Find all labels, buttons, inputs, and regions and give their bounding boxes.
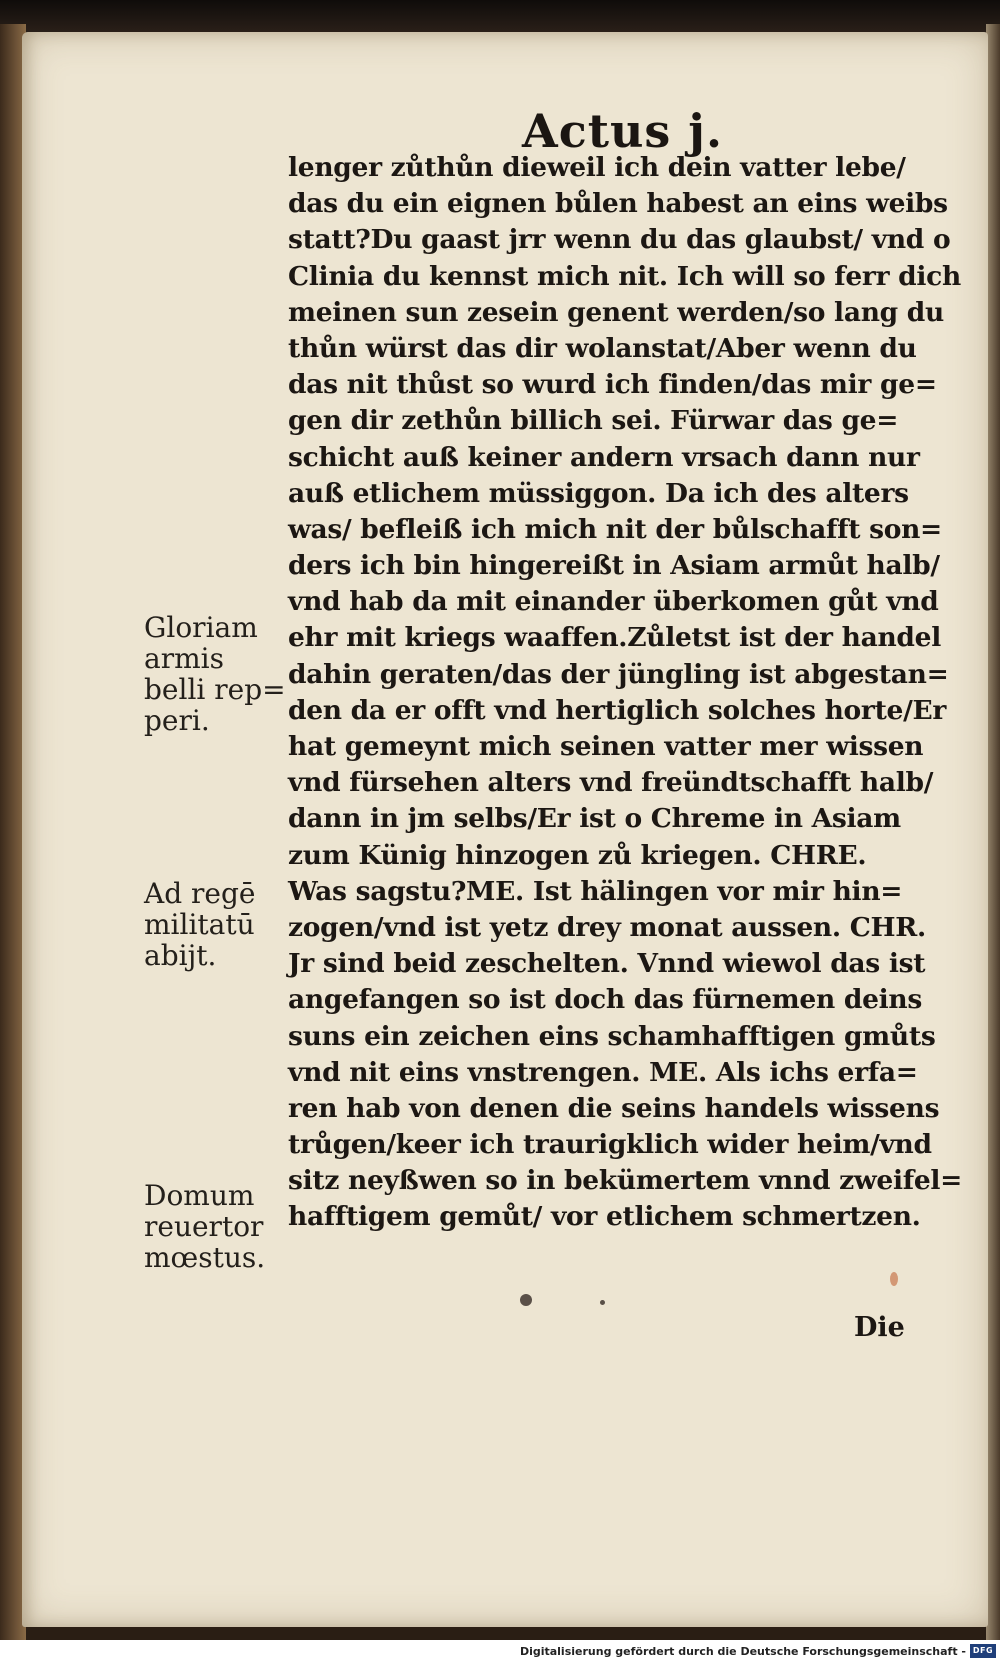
text-line: zogen/vnd ist yetz drey monat aussen. CHR. <box>288 911 926 943</box>
ink-blot <box>600 1300 605 1305</box>
text-line: dahin geraten/das der jüngling ist abgestan= <box>288 658 949 690</box>
marginal-note-line: Gloriam <box>144 611 258 644</box>
text-line: meinen sun zesein genent werden/so lang du <box>288 296 945 328</box>
text-line: hat gemeynt mich seinen vatter mer wissen <box>288 731 924 762</box>
footer-credit: Digitalisierung gefördert durch die Deutsche Forschungsgemeinschaft - <box>519 1645 966 1658</box>
marginal-note-line: armis <box>144 642 224 675</box>
text-line: Jr sind beid zeschelten. Vnnd wiewol das ist <box>288 948 926 980</box>
marginal-note-line: reuertor <box>144 1210 264 1243</box>
catchword: Die <box>854 1312 905 1343</box>
text-line: gen dir zethůn billich sei. Fürwar das ge= <box>288 405 899 437</box>
digitization-footer <box>0 1640 1000 1665</box>
marginal-note-line: Ad regē <box>144 877 256 910</box>
text-line: lenger zůthůn dieweil ich dein vatter lebe/ <box>288 152 906 183</box>
book-fore-edge <box>986 24 1000 1640</box>
marginal-note-line: abijt. <box>144 939 217 972</box>
ink-blot <box>520 1294 532 1306</box>
text-line: ders ich bin hingereißt in Asiam armůt halb/ <box>288 550 940 582</box>
text-line: das du ein eignen bůlen habest an eins weibs <box>288 188 948 220</box>
text-line: was/ befleiß ich mich nit der bůlschafft son= <box>288 513 942 545</box>
text-line: thůn würst das dir wolanstat/Aber wenn du <box>288 332 917 364</box>
text-line: ehr mit kriegs waaffen.Zůletst ist der handel <box>288 622 941 654</box>
text-line: sitz neyßwen so in bekümertem vnnd zweifel= <box>288 1165 963 1197</box>
marginal-note-line: militatū <box>144 908 255 941</box>
marginal-note-gloriam <box>144 612 286 736</box>
text-line: dann in jm selbs/Er ist o Chreme in Asiam <box>288 803 901 835</box>
text-line: ren hab von denen die seins handels wissens <box>288 1092 940 1124</box>
marginal-note-line: Domum <box>144 1179 255 1212</box>
text-line: schicht auß keiner andern vrsach dann nur <box>288 441 920 473</box>
text-line: zum Künig hinzogen zů kriegen. CHRE. <box>288 839 867 871</box>
marginal-note-line: peri. <box>144 704 210 737</box>
text-line: das nit thůst so wurd ich finden/das mir ge= <box>288 369 937 401</box>
text-line: suns ein zeichen eins schamhafftigen gmůts <box>288 1020 936 1052</box>
text-line: hafftigem gemůt/ vor etlichem schmertzen. <box>288 1201 921 1233</box>
paper-page <box>22 32 988 1627</box>
running-header: Actus j. <box>522 104 723 158</box>
text-line: vnd nit eins vnstrengen. ME. Als ichs erfa= <box>288 1056 918 1088</box>
book-top-edge <box>0 0 1000 34</box>
dfg-logo: DFG <box>970 1644 996 1658</box>
text-line: trůgen/keer ich traurigklich wider heim/vnd <box>288 1129 932 1161</box>
text-line: den da er offt vnd hertiglich solches horte/Er <box>288 694 947 726</box>
marginal-note-line: belli rep= <box>144 673 286 706</box>
text-line: vnd hab da mit einander überkomen gůt vnd <box>288 586 939 618</box>
marginal-note-line: mœstus. <box>144 1241 266 1274</box>
main-text-block <box>288 150 978 1236</box>
ink-blot <box>890 1272 898 1286</box>
text-line: angefangen so ist doch das fürnemen deins <box>288 984 922 1016</box>
text-line: auß etlichem müssiggon. Da ich des alters <box>288 477 909 509</box>
text-line: statt?Du gaast jrr wenn du das glaubst/ vnd o <box>288 224 951 256</box>
text-line: Was sagstu?ME. Ist hälingen vor mir hin= <box>288 875 903 907</box>
marginal-note-domum <box>144 1180 265 1273</box>
marginal-note-ad-regem <box>144 878 256 971</box>
text-line: vnd fürsehen alters vnd freündtschafft halb/ <box>288 767 934 799</box>
text-line: Clinia du kennst mich nit. Ich will so ferr dich <box>288 260 961 292</box>
